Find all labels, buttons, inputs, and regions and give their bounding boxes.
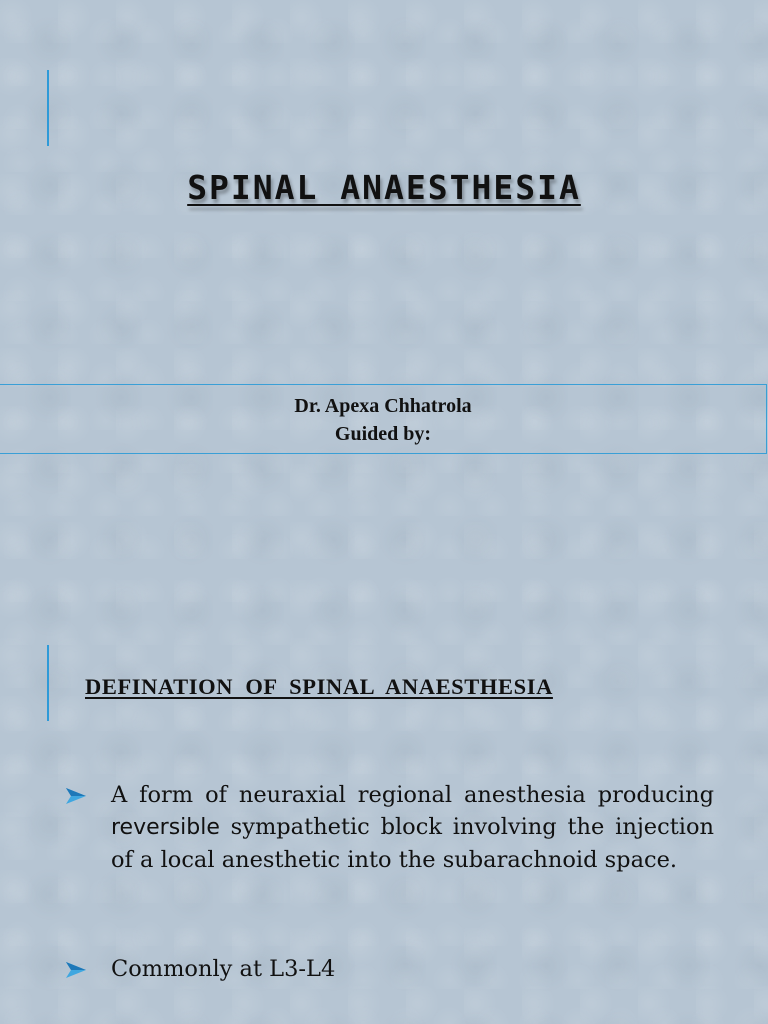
bullet-text-after: sympathetic block involving the injection of a local anesthetic into the subarachnoid space. [111, 814, 714, 873]
arrow-bullet-icon [65, 961, 87, 979]
section-heading: DEFINATION OF SPINAL ANAESTHESIA [85, 674, 553, 699]
definition-slide [0, 512, 768, 1024]
guide-label: Guided by: [334, 423, 432, 445]
bullet-text [111, 779, 714, 876]
author-name: Dr. Apexa Chhatrola [294, 395, 472, 417]
bullet-text: Commonly at L3-L4 [111, 956, 336, 982]
slide-title: SPINAL ANAESTHESIA [187, 168, 581, 207]
author-box [0, 384, 767, 454]
accent-bar [47, 645, 49, 721]
bullet-text-before: A form of neuraxial regional anesthesia producing [111, 782, 714, 808]
accent-bar [47, 70, 49, 146]
arrow-bullet-icon [65, 787, 87, 805]
emphasis-word: reversible [111, 815, 220, 840]
